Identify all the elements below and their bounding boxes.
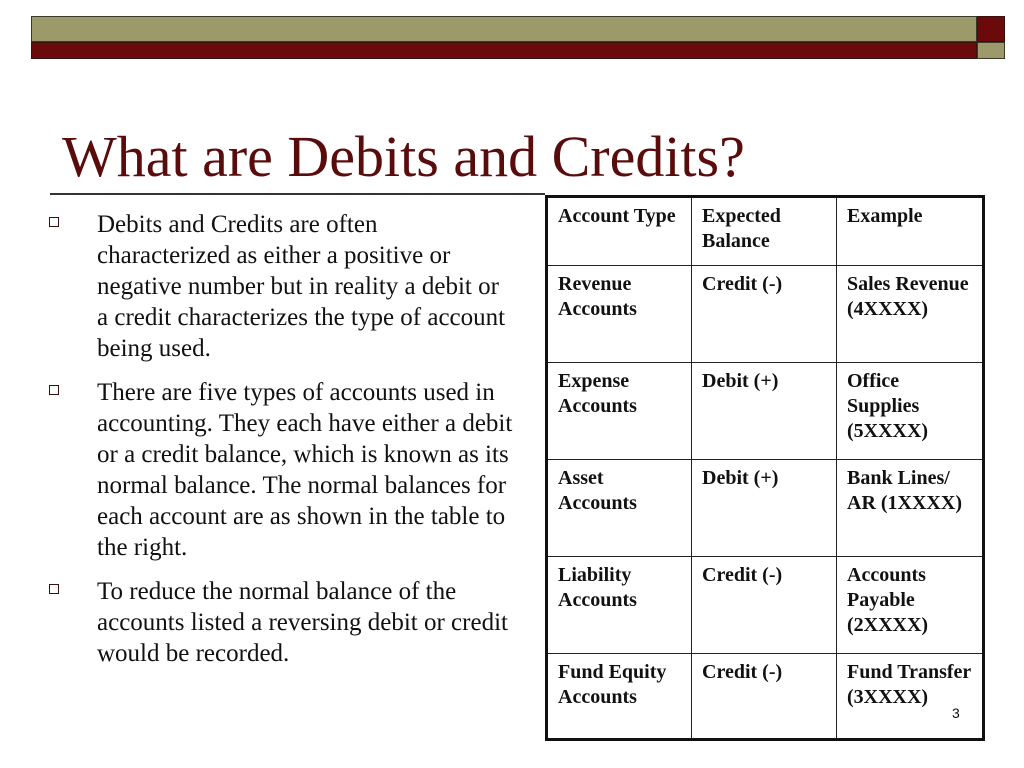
banner-olive-band — [31, 16, 977, 42]
bullet-item — [46, 576, 516, 669]
square-bullet-icon — [49, 217, 59, 227]
cell-account-type: Asset Accounts — [547, 460, 692, 557]
header-expected-balance: Expected Balance — [692, 197, 837, 266]
slide-title: What are Debits and Credits? — [62, 124, 745, 189]
bullet-list — [46, 209, 516, 682]
square-bullet-icon — [49, 584, 59, 594]
banner-corner-maroon-square — [977, 16, 1005, 42]
cell-account-type: Fund Equity Accounts — [547, 654, 692, 740]
banner-corner-olive-square — [977, 42, 1005, 59]
header-account-type: Account Type — [547, 197, 692, 266]
cell-example: Sales Revenue (4XXXX) — [837, 266, 984, 363]
cell-example: Office Supplies (5XXXX) — [837, 363, 984, 460]
header-banner — [31, 16, 1005, 59]
cell-example: Fund Transfer (3XXXX) — [837, 654, 984, 740]
table-row — [547, 363, 984, 460]
header-example: Example — [837, 197, 984, 266]
cell-expected-balance: Credit (-) — [692, 266, 837, 363]
cell-expected-balance: Credit (-) — [692, 654, 837, 740]
bullet-item — [46, 377, 516, 563]
cell-account-type: Revenue Accounts — [547, 266, 692, 363]
account-types-table — [545, 195, 985, 741]
slide-number: 3 — [952, 705, 960, 721]
cell-example: Accounts Payable (2XXXX) — [837, 557, 984, 654]
cell-example: Bank Lines/ AR (1XXXX) — [837, 460, 984, 557]
cell-expected-balance: Credit (-) — [692, 557, 837, 654]
bullet-text: Debits and Credits are often characterized as either a positive or negative number but in reality a debit or a credit characterizes the type of account being used. — [97, 211, 506, 362]
table-row — [547, 654, 984, 740]
table-row — [547, 460, 984, 557]
title-underline — [50, 193, 545, 195]
cell-expected-balance: Debit (+) — [692, 460, 837, 557]
cell-account-type: Liability Accounts — [547, 557, 692, 654]
cell-expected-balance: Debit (+) — [692, 363, 837, 460]
banner-maroon-band — [31, 42, 977, 59]
bullet-item — [46, 209, 516, 364]
table-row — [547, 557, 984, 654]
square-bullet-icon — [49, 385, 59, 395]
table-row — [547, 266, 984, 363]
cell-account-type: Expense Accounts — [547, 363, 692, 460]
bullet-text: There are five types of accounts used in accounting. They each have either a debit or a credit balance, which is known as its normal balance. The normal balances for each account are as shown in the table to the right. — [97, 379, 513, 561]
bullet-text: To reduce the normal balance of the accounts listed a reversing debit or credit would be recorded. — [97, 578, 508, 667]
table-header-row — [547, 197, 984, 266]
